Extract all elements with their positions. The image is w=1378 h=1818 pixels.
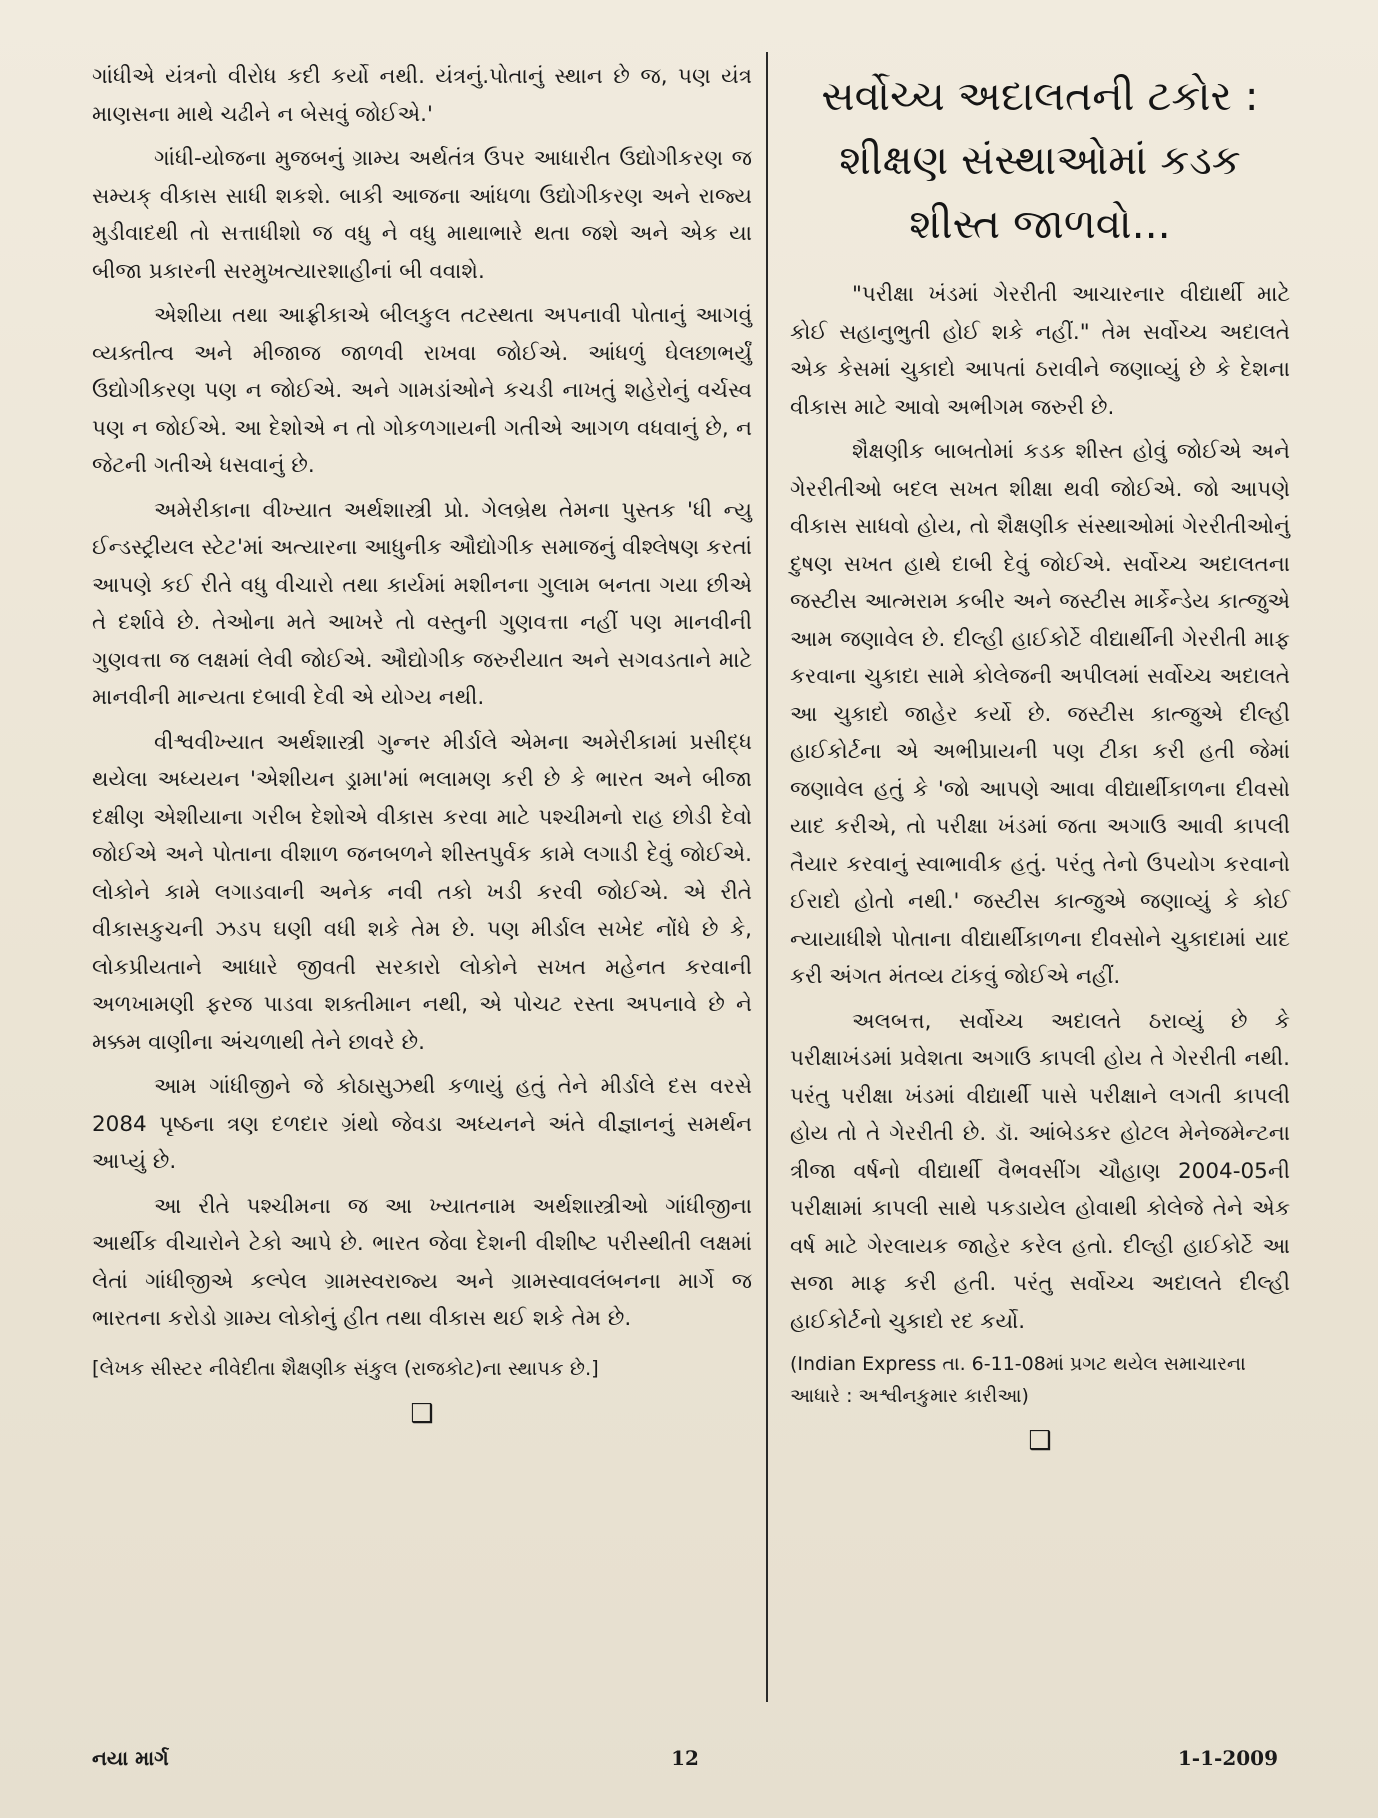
headline-line: સર્વોચ્ચ અદાલતની ટકોર : [821, 72, 1259, 120]
page-number: 12 [671, 1746, 699, 1770]
paragraph: અમેરીકાના વીખ્યાત અર્થશાસ્ત્રી પ્રો. ગેલબ્રેથ તેમના પુસ્તક 'ધી ન્યુ ઈન્ડસ્ટ્રીયલ સ્ટેટ'માં અત્યારના આધુનીક ઔદ્યોગીક સમાજનું વીશ્લેષણ કરતાં આપણે કઈ રીતે વધુ વીચારો તથા કાર્યમાં મશીનના ગુલામ બનતા ગયા છીએ તે દર્શાવે છે. તેઓના મતે આખરે તો વસ્તુની ગુણવત્તા નહીં પણ માનવીની ગુણવત્તા જ લક્ષમાં લેવી જોઈએ. ઔદ્યોગીક જરુરીયાત અને સગવડતાને માટે માનવીની માન્યતા દબાવી દેવી એ યોગ્ય નથી. [92, 497, 752, 710]
left-column [92, 58, 752, 1429]
issue-date: 1-1-2009 [1177, 1746, 1278, 1770]
right-column [790, 58, 1290, 1456]
paragraph: ગાંધી-યોજના મુજબનું ગ્રામ્ય અર્થતંત્ર ઉપર આધારીત ઉદ્યોગીકરણ જ સમ્યક્ વીકાસ સાધી શકશે. બાકી આજના આંધળા ઉદ્યોગીકરણ અને રાજ્ય મુડીવાદથી તો સત્તાધીશો જ વધુ ને વધુ માથાભારે થતા જશે અને એક યા બીજા પ્રકારની સરમુખત્યારશાહીનાં બી વવાશે. [92, 146, 752, 284]
author-note: [લેખક સીસ્ટર નીવેદીતા શૈક્ષણીક સંકુલ (રાજકોટ)ના સ્થાપક છે.] [92, 1356, 599, 1380]
magazine-name: નયા માર્ગ [92, 1746, 169, 1770]
source-note: (Indian Express તા. 6-11-08માં પ્રગટ થયેલ સમાચારના આધારે : અશ્વીનકુમાર કારીઆ) [790, 1353, 1246, 1407]
headline-line: શીસ્ત જાળવો... [909, 200, 1171, 248]
paragraph: "પરીક્ષા ખંડમાં ગેરરીતી આચારનાર વીદ્યાર્થી માટે કોઈ સહાનુભુતી હોઈ શકે નહીં." તેમ સર્વોચ્ચ અદાલતે એક કેસમાં ચુકાદો આપતાં ઠરાવીને જણાવ્યું છે કે દેશના વીકાસ માટે આવો અભીગમ જરુરી છે. [790, 282, 1290, 420]
end-mark-icon: ❑ [1028, 1426, 1052, 1456]
column-divider [766, 52, 768, 1702]
paragraph: આમ ગાંધીજીને જે કોઠાસુઝથી કળાયું હતું તેને મીર્ડાલે દસ વરસે 2084 પૃષ્ઠના ત્રણ દળદાર ગ્રંથો જેવડા અધ્યનને અંતે વીજ્ઞાનનું સમર્થન આપ્યું છે. [92, 1074, 752, 1174]
headline-line: શીક્ષણ સંસ્થાઓમાં કડક [839, 136, 1241, 184]
page-footer [92, 1746, 1278, 1778]
paragraph: ગાંધીએ યંત્રનો વીરોધ કદી કર્યો નથી. યંત્રનું.પોતાનું સ્થાન છે જ, પણ યંત્ર માણસના માથે ચઢીને ન બેસવું જોઈએ.' [92, 64, 752, 127]
paragraph: વીશ્વવીખ્યાત અર્થશાસ્ત્રી ગુન્નર મીર્ડાલે એમના અમેરીકામાં પ્રસીદ્ધ થયેલા અધ્યયન 'એશીયન ડ્રામા'માં ભલામણ કરી છે કે ભારત અને બીજા દક્ષીણ એશીયાના ગરીબ દેશોએ વીકાસ કરવા માટે પશ્ચીમનો રાહ છોડી દેવો જોઈએ અને પોતાના વીશાળ જનબળને શીસ્તપુર્વક કામે લગાડી દેવું જોઈએ. લોકોને કામે લગાડવાની અનેક નવી તકો ખડી કરવી જોઈએ. એ રીતે વીકાસકુચની ઝડપ ઘણી વધી શકે તેમ છે. પણ મીર્ડાલ સખેદ નોંધે છે કે, લોકપ્રીયતાને આધારે જીવતી સરકારો લોકોને સખત મહેનત કરવાની અળખામણી ફરજ પાડવા શક્તીમાન નથી, એ પોચટ રસ્તા અપનાવે છે ને મક્કમ વાણીના અંચળાથી તેને છાવરે છે. [92, 729, 752, 1055]
paragraph: આ રીતે પશ્ચીમના જ આ ખ્યાતનામ અર્થશાસ્ત્રીઓ ગાંધીજીના આર્થીક વીચારોને ટેકો આપે છે. ભારત જેવા દેશની વીશીષ્ટ પરીસ્થીતી લક્ષમાં લેતાં ગાંધીજીએ કલ્પેલ ગ્રામસ્વરાજ્ય અને ગ્રામસ્વાવલંબનના માર્ગે જ ભારતના કરોડો ગ્રામ્ય લોકોનું હીત તથા વીકાસ થઈ શકે તેમ છે. [92, 1193, 752, 1331]
end-mark-icon: ❑ [410, 1398, 434, 1429]
paragraph: શૈક્ષણીક બાબતોમાં કડક શીસ્ત હોવું જોઈએ અને ગેરરીતીઓ બદલ સખત શીક્ષા થવી જોઈએ. જો આપણે વીકાસ સાધવો હોય, તો શૈક્ષણીક સંસ્થાઓમાં ગેરરીતીઓનું દુષણ સખત હાથે દાબી દેવું જોઈએ. સર્વોચ્ચ અદાલતના જસ્ટીસ આત્મરામ કબીર અને જસ્ટીસ માર્કેન્ડેય કાત્જુએ આમ જણાવેલ છે. દીલ્હી હાઈકોર્ટે વીદ્યાર્થીની ગેરરીતી માફ કરવાના ચુકાદા સામે કોલેજની અપીલમાં સર્વોચ્ચ અદાલતે આ ચુકાદો જાહેર કર્યો છે. જસ્ટીસ કાત્જુએ દીલ્હી હાઈકોર્ટના એ અભીપ્રાયની પણ ટીકા કરી હતી જેમાં જણાવેલ હતું કે 'જો આપણે આવા વીદ્યાર્થીકાળના દીવસો યાદ કરીએ, તો પરીક્ષા ખંડમાં જતા અગાઉ આવી કાપલી તૈયાર કરવાનું સ્વાભાવીક હતું. પરંતુ તેનો ઉપયોગ કરવાનો ઈરાદો હોતો નથી.' જસ્ટીસ કાત્જુએ જણાવ્યું કે કોઈ ન્યાયાધીશે પોતાના વીદ્યાર્થીકાળના દીવસોને ચુકાદામાં યાદ કરી અંગત મંતવ્ય ટાંકવું જોઈએ નહીં. [790, 439, 1290, 989]
article-headline [790, 64, 1290, 256]
paragraph: એશીયા તથા આફ્રીકાએ બીલકુલ તટસ્થતા અપનાવી પોતાનું આગવું વ્યક્તીત્વ અને મીજાજ જાળવી રાખવા જોઈએ. આંધળું ઘેલછાભર્યું ઉદ્યોગીકરણ પણ ન જોઈએ. અને ગામડાંઓને કચડી નાખતું શહેરોનું વર્ચસ્વ પણ ન જોઈએ. આ દેશોએ ન તો ગોકળગાયની ગતીએ આગળ વધવાનું છે, ન જેટની ગતીએ ધસવાનું છે. [92, 303, 752, 478]
paragraph: અલબત્ત, સર્વોચ્ચ અદાલતે ઠરાવ્યું છે કે પરીક્ષાખંડમાં પ્રવેશતા અગાઉ કાપલી હોય તે ગેરરીતી નથી. પરંતુ પરીક્ષા ખંડમાં વીદ્યાર્થી પાસે પરીક્ષાને લગતી કાપલી હોય તો તે ગેરરીતી છે. ડૉ. આંબેડકર હોટલ મેનેજમેન્ટના ત્રીજા વર્ષનો વીદ્યાર્થી વૈભવસીંગ ચૌહાણ 2004-05ની પરીક્ષામાં કાપલી સાથે પકડાયેલ હોવાથી કોલેજે તેને એક વર્ષ માટે ગેરલાયક જાહેર કરેલ હતો. દીલ્હી હાઈકોર્ટે આ સજા માફ કરી હતી. પરંતુ સર્વોચ્ચ અદાલતે દીલ્હી હાઈકોર્ટનો ચુકાદો રદ કર્યો. [790, 1008, 1290, 1334]
